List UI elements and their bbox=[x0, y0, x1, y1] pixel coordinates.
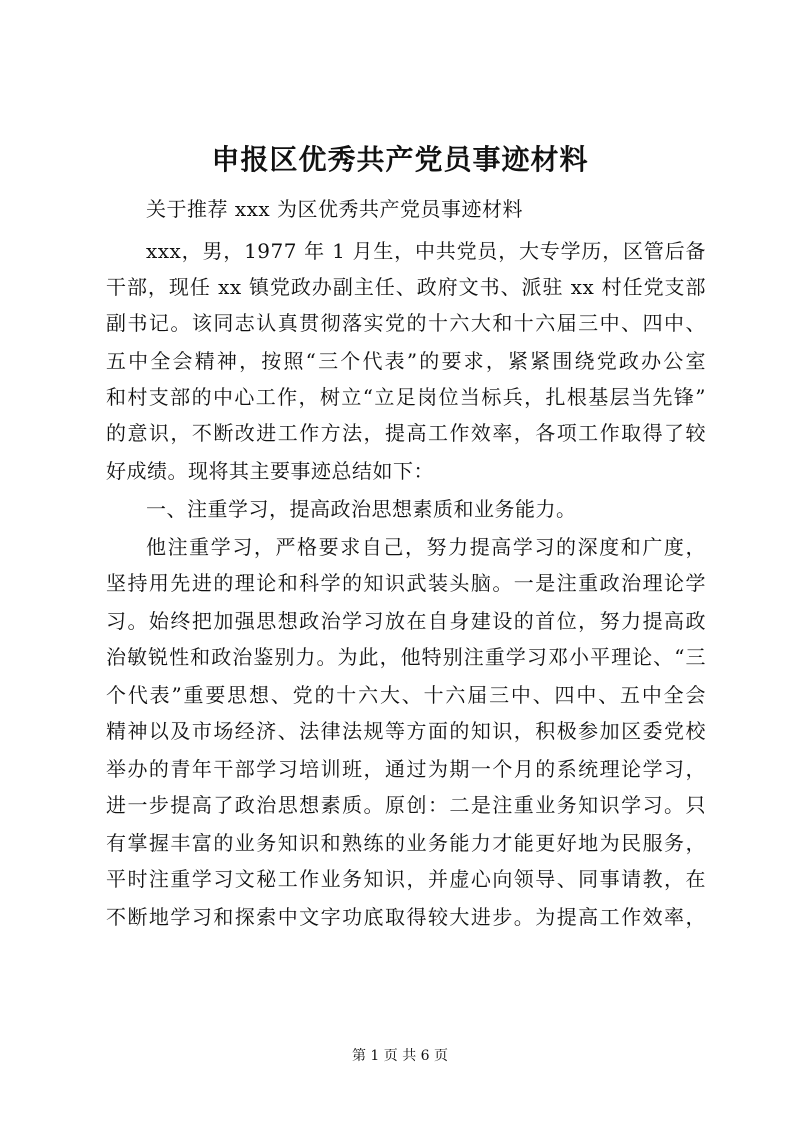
body-line: 好成绩。现将其主要事迹总结如下： bbox=[106, 459, 434, 483]
body-line-subtitle: 关于推荐 xxx 为区优秀共产党员事迹材料 bbox=[146, 197, 524, 221]
body-line: 五中全会精神，按照“三个代表”的要求，紧紧围绕党政办公室 bbox=[106, 349, 706, 373]
body-line: xxx，男，1977 年 1 月生，中共党员，大专学历，区管后备 bbox=[146, 239, 706, 263]
document-title: 申报区优秀共产党员事迹材料 bbox=[211, 143, 589, 176]
body-line: 举办的青年干部学习培训班，通过为期一个月的系统理论学习， bbox=[106, 757, 706, 781]
section-heading: 一、注重学习，提高政治思想素质和业务能力。 bbox=[146, 497, 577, 521]
body-line: 习。始终把加强思想政治学习放在自身建设的首位，努力提高政 bbox=[106, 609, 706, 633]
body-line: 的意识，不断改进工作方法，提高工作效率，各项工作取得了较 bbox=[106, 421, 706, 445]
body-line: 精神以及市场经济、法律法规等方面的知识，积极参加区委党校 bbox=[106, 719, 706, 743]
body-line: 坚持用先进的理论和科学的知识武装头脑。一是注重政治理论学 bbox=[106, 571, 706, 595]
body-line: 不断地学习和探索中文字功底取得较大进步。为提高工作效率， bbox=[106, 905, 706, 929]
body-line: 进一步提高了政治思想素质。原创：二是注重业务知识学习。只 bbox=[106, 793, 706, 817]
body-line: 个代表”重要思想、党的十六大、十六届三中、四中、五中全会 bbox=[106, 683, 706, 707]
page-footer: 第 1 页 共 6 页 bbox=[351, 1048, 449, 1064]
body-line: 副书记。该同志认真贯彻落实党的十六大和十六届三中、四中、 bbox=[106, 311, 706, 335]
body-line: 平时注重学习文秘工作业务知识，并虚心向领导、同事请教，在 bbox=[106, 867, 706, 891]
body-line: 和村支部的中心工作，树立“立足岗位当标兵，扎根基层当先锋” bbox=[106, 385, 706, 409]
body-line: 干部，现任 xx 镇党政办副主任、政府文书、派驻 xx 村任党支部 bbox=[106, 275, 706, 299]
body-line: 治敏锐性和政治鉴别力。为此，他特别注重学习邓小平理论、“三 bbox=[106, 645, 706, 669]
body-line: 有掌握丰富的业务知识和熟练的业务能力才能更好地为民服务， bbox=[106, 831, 706, 855]
body-line: 他注重学习，严格要求自己，努力提高学习的深度和广度， bbox=[146, 535, 706, 559]
